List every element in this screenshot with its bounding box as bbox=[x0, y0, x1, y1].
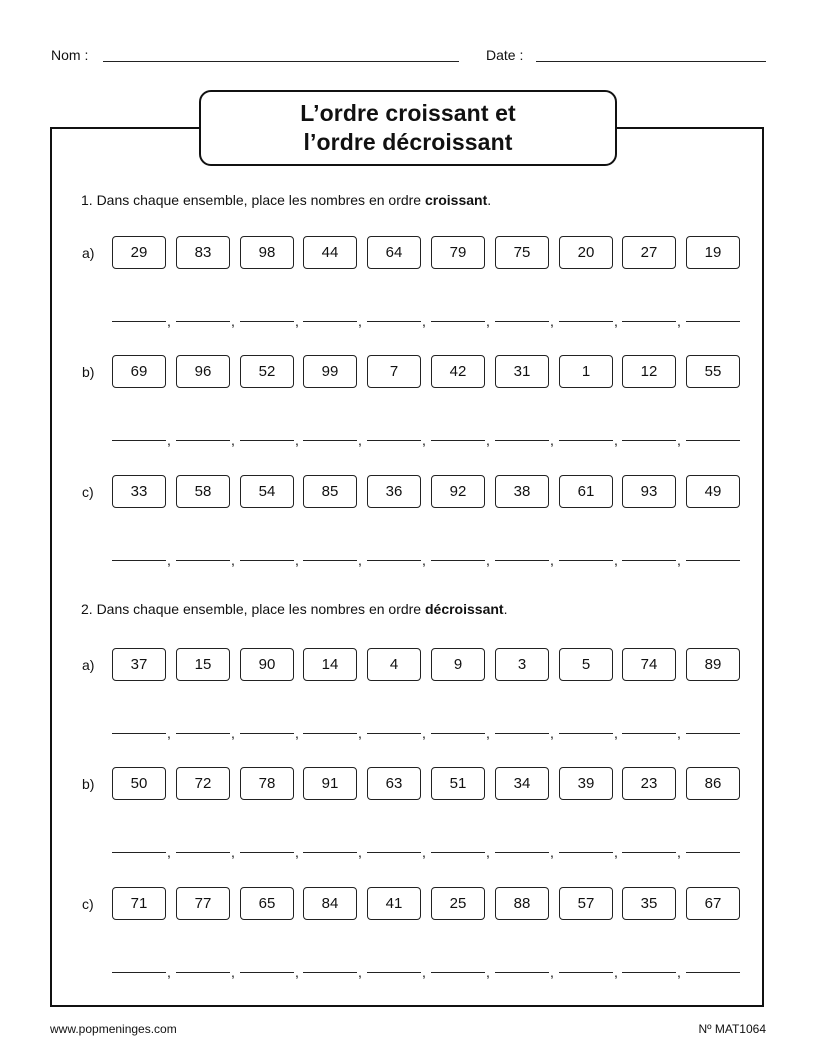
number-box: 38 bbox=[495, 475, 549, 508]
instruction-2 bbox=[81, 600, 507, 618]
number-box: 52 bbox=[240, 355, 294, 388]
number-box: 85 bbox=[303, 475, 357, 508]
number-box: 49 bbox=[686, 475, 740, 508]
instruction-2-keyword: décroissant bbox=[424, 601, 504, 617]
date-label: Date : bbox=[486, 47, 524, 63]
comma-separator: , bbox=[614, 552, 618, 568]
comma-separator: , bbox=[550, 432, 554, 448]
number-box: 67 bbox=[686, 887, 740, 920]
number-box: 58 bbox=[176, 475, 230, 508]
number-box: 41 bbox=[367, 887, 421, 920]
comma-separator: , bbox=[167, 552, 171, 568]
comma-separator: , bbox=[550, 725, 554, 741]
answer-blank[interactable] bbox=[495, 560, 549, 561]
comma-separator: , bbox=[486, 725, 490, 741]
number-box: 55 bbox=[686, 355, 740, 388]
number-box: 71 bbox=[112, 887, 166, 920]
answer-blank[interactable] bbox=[367, 321, 421, 322]
comma-separator: , bbox=[550, 552, 554, 568]
answer-blank[interactable] bbox=[367, 440, 421, 441]
number-box: 63 bbox=[367, 767, 421, 800]
answer-blank[interactable] bbox=[495, 440, 549, 441]
number-box: 84 bbox=[303, 887, 357, 920]
comma-separator: , bbox=[422, 964, 426, 980]
answer-blank[interactable] bbox=[303, 321, 357, 322]
number-box: 96 bbox=[176, 355, 230, 388]
number-box: 29 bbox=[112, 236, 166, 269]
number-box: 65 bbox=[240, 887, 294, 920]
comma-separator: , bbox=[295, 725, 299, 741]
answer-blank[interactable] bbox=[686, 972, 740, 973]
answer-blank[interactable] bbox=[112, 321, 166, 322]
number-box: 75 bbox=[495, 236, 549, 269]
comma-separator: , bbox=[677, 844, 681, 860]
answer-blank[interactable] bbox=[559, 560, 613, 561]
answer-blank[interactable] bbox=[367, 972, 421, 973]
comma-separator: , bbox=[614, 313, 618, 329]
comma-separator: , bbox=[167, 844, 171, 860]
number-box: 91 bbox=[303, 767, 357, 800]
comma-separator: , bbox=[358, 552, 362, 568]
comma-separator: , bbox=[231, 432, 235, 448]
comma-separator: , bbox=[422, 725, 426, 741]
answer-blank[interactable] bbox=[431, 440, 485, 441]
answer-blank[interactable] bbox=[622, 852, 676, 853]
number-box: 57 bbox=[559, 887, 613, 920]
number-box: 36 bbox=[367, 475, 421, 508]
comma-separator: , bbox=[167, 313, 171, 329]
answer-blank[interactable] bbox=[112, 972, 166, 973]
comma-separator: , bbox=[358, 725, 362, 741]
date-line[interactable] bbox=[536, 61, 766, 62]
number-box: 98 bbox=[240, 236, 294, 269]
comma-separator: , bbox=[422, 432, 426, 448]
comma-separator: , bbox=[486, 313, 490, 329]
comma-separator: , bbox=[358, 964, 362, 980]
number-box: 83 bbox=[176, 236, 230, 269]
answer-blank[interactable] bbox=[176, 321, 230, 322]
number-box: 79 bbox=[431, 236, 485, 269]
answer-blank[interactable] bbox=[431, 852, 485, 853]
number-box: 54 bbox=[240, 475, 294, 508]
answer-blank[interactable] bbox=[240, 440, 294, 441]
footer-website: www.popmeninges.com bbox=[50, 1022, 177, 1036]
number-box: 25 bbox=[431, 887, 485, 920]
comma-separator: , bbox=[231, 552, 235, 568]
answer-blank[interactable] bbox=[622, 440, 676, 441]
title-line-1: L’ordre croissant et bbox=[300, 100, 516, 126]
number-box: 77 bbox=[176, 887, 230, 920]
comma-separator: , bbox=[422, 844, 426, 860]
comma-separator: , bbox=[677, 313, 681, 329]
comma-separator: , bbox=[295, 964, 299, 980]
comma-separator: , bbox=[167, 432, 171, 448]
number-box: 34 bbox=[495, 767, 549, 800]
comma-separator: , bbox=[486, 964, 490, 980]
number-box: 12 bbox=[622, 355, 676, 388]
footer-code: Nº MAT1064 bbox=[698, 1022, 766, 1036]
comma-separator: , bbox=[295, 313, 299, 329]
number-box: 90 bbox=[240, 648, 294, 681]
comma-separator: , bbox=[614, 432, 618, 448]
comma-separator: , bbox=[422, 313, 426, 329]
answer-blank[interactable] bbox=[686, 321, 740, 322]
answer-blank[interactable] bbox=[622, 733, 676, 734]
comma-separator: , bbox=[231, 964, 235, 980]
number-box: 3 bbox=[495, 648, 549, 681]
number-box: 93 bbox=[622, 475, 676, 508]
answer-blank[interactable] bbox=[176, 852, 230, 853]
answer-blank[interactable] bbox=[686, 852, 740, 853]
comma-separator: , bbox=[231, 725, 235, 741]
instruction-1-keyword: croissant bbox=[424, 192, 488, 208]
title-line-2: l’ordre décroissant bbox=[303, 129, 513, 155]
name-label: Nom : bbox=[51, 47, 89, 63]
answer-blank[interactable] bbox=[686, 440, 740, 441]
answer-blank[interactable] bbox=[303, 440, 357, 441]
number-box: 19 bbox=[686, 236, 740, 269]
number-box: 88 bbox=[495, 887, 549, 920]
comma-separator: , bbox=[550, 313, 554, 329]
answer-blank[interactable] bbox=[303, 972, 357, 973]
answer-blank[interactable] bbox=[622, 321, 676, 322]
comma-separator: , bbox=[486, 432, 490, 448]
number-box: 72 bbox=[176, 767, 230, 800]
number-box: 89 bbox=[686, 648, 740, 681]
answer-blank[interactable] bbox=[559, 852, 613, 853]
answer-blank[interactable] bbox=[303, 733, 357, 734]
comma-separator: , bbox=[614, 964, 618, 980]
row-label: c) bbox=[82, 896, 94, 912]
comma-separator: , bbox=[550, 964, 554, 980]
answer-blank[interactable] bbox=[112, 440, 166, 441]
row-label: c) bbox=[82, 484, 94, 500]
comma-separator: , bbox=[486, 844, 490, 860]
number-box: 5 bbox=[559, 648, 613, 681]
number-box: 74 bbox=[622, 648, 676, 681]
number-box: 4 bbox=[367, 648, 421, 681]
answer-blank[interactable] bbox=[431, 733, 485, 734]
number-box: 44 bbox=[303, 236, 357, 269]
answer-blank[interactable] bbox=[686, 733, 740, 734]
answer-blank[interactable] bbox=[559, 972, 613, 973]
answer-blank[interactable] bbox=[367, 852, 421, 853]
answer-blank[interactable] bbox=[303, 852, 357, 853]
answer-blank[interactable] bbox=[303, 560, 357, 561]
number-box: 39 bbox=[559, 767, 613, 800]
number-box: 33 bbox=[112, 475, 166, 508]
answer-blank[interactable] bbox=[240, 972, 294, 973]
number-box: 99 bbox=[303, 355, 357, 388]
number-box: 78 bbox=[240, 767, 294, 800]
comma-separator: , bbox=[231, 313, 235, 329]
comma-separator: , bbox=[358, 432, 362, 448]
answer-blank[interactable] bbox=[240, 852, 294, 853]
comma-separator: , bbox=[167, 725, 171, 741]
comma-separator: , bbox=[486, 552, 490, 568]
comma-separator: , bbox=[295, 432, 299, 448]
number-box: 27 bbox=[622, 236, 676, 269]
comma-separator: , bbox=[614, 725, 618, 741]
number-box: 15 bbox=[176, 648, 230, 681]
answer-blank[interactable] bbox=[495, 733, 549, 734]
comma-separator: , bbox=[295, 552, 299, 568]
answer-blank[interactable] bbox=[240, 560, 294, 561]
comma-separator: , bbox=[677, 725, 681, 741]
answer-blank[interactable] bbox=[559, 733, 613, 734]
instruction-1-text: 1. Dans chaque ensemble, place les nombres en ordre bbox=[81, 192, 425, 208]
answer-blank[interactable] bbox=[176, 733, 230, 734]
answer-blank[interactable] bbox=[240, 321, 294, 322]
number-box: 51 bbox=[431, 767, 485, 800]
number-box: 86 bbox=[686, 767, 740, 800]
answer-blank[interactable] bbox=[112, 733, 166, 734]
answer-blank[interactable] bbox=[622, 560, 676, 561]
comma-separator: , bbox=[167, 964, 171, 980]
number-box: 31 bbox=[495, 355, 549, 388]
row-label: b) bbox=[82, 364, 95, 380]
answer-blank[interactable] bbox=[112, 852, 166, 853]
number-box: 61 bbox=[559, 475, 613, 508]
number-box: 50 bbox=[112, 767, 166, 800]
answer-blank[interactable] bbox=[176, 972, 230, 973]
number-box: 42 bbox=[431, 355, 485, 388]
comma-separator: , bbox=[231, 844, 235, 860]
row-label: a) bbox=[82, 657, 95, 673]
row-label: a) bbox=[82, 245, 95, 261]
answer-blank[interactable] bbox=[112, 560, 166, 561]
number-box: 23 bbox=[622, 767, 676, 800]
comma-separator: , bbox=[295, 844, 299, 860]
instruction-1-end: . bbox=[487, 192, 492, 208]
comma-separator: , bbox=[677, 964, 681, 980]
answer-blank[interactable] bbox=[431, 321, 485, 322]
answer-blank[interactable] bbox=[622, 972, 676, 973]
comma-separator: , bbox=[677, 432, 681, 448]
answer-blank[interactable] bbox=[176, 440, 230, 441]
number-box: 35 bbox=[622, 887, 676, 920]
answer-blank[interactable] bbox=[367, 560, 421, 561]
instruction-2-end: . bbox=[503, 601, 508, 617]
answer-blank[interactable] bbox=[240, 733, 294, 734]
comma-separator: , bbox=[422, 552, 426, 568]
answer-blank[interactable] bbox=[495, 972, 549, 973]
comma-separator: , bbox=[550, 844, 554, 860]
comma-separator: , bbox=[614, 844, 618, 860]
answer-blank[interactable] bbox=[495, 852, 549, 853]
number-box: 7 bbox=[367, 355, 421, 388]
answer-blank[interactable] bbox=[431, 972, 485, 973]
name-line[interactable] bbox=[103, 61, 459, 62]
number-box: 9 bbox=[431, 648, 485, 681]
answer-blank[interactable] bbox=[176, 560, 230, 561]
number-box: 1 bbox=[559, 355, 613, 388]
answer-blank[interactable] bbox=[495, 321, 549, 322]
number-box: 92 bbox=[431, 475, 485, 508]
answer-blank[interactable] bbox=[431, 560, 485, 561]
answer-blank[interactable] bbox=[559, 321, 613, 322]
number-box: 69 bbox=[112, 355, 166, 388]
answer-blank[interactable] bbox=[367, 733, 421, 734]
title-box bbox=[199, 90, 617, 166]
number-box: 37 bbox=[112, 648, 166, 681]
number-box: 14 bbox=[303, 648, 357, 681]
instruction-1 bbox=[81, 191, 491, 209]
comma-separator: , bbox=[358, 313, 362, 329]
row-label: b) bbox=[82, 776, 95, 792]
comma-separator: , bbox=[358, 844, 362, 860]
number-box: 20 bbox=[559, 236, 613, 269]
answer-blank[interactable] bbox=[686, 560, 740, 561]
comma-separator: , bbox=[677, 552, 681, 568]
answer-blank[interactable] bbox=[559, 440, 613, 441]
number-box: 64 bbox=[367, 236, 421, 269]
instruction-2-text: 2. Dans chaque ensemble, place les nombres en ordre bbox=[81, 601, 425, 617]
